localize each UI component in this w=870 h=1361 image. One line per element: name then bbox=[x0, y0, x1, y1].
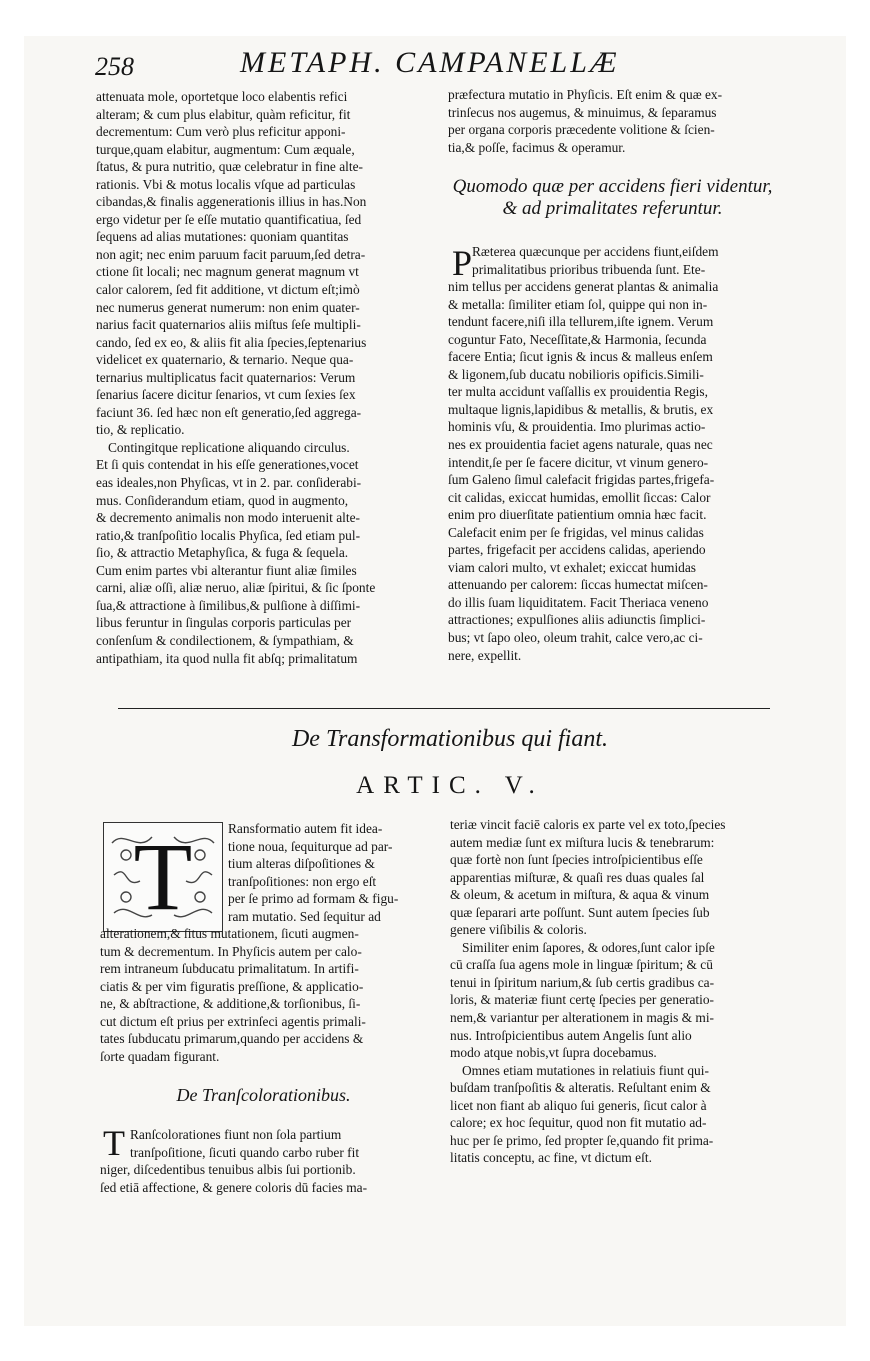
text-line: eas ideales,non Phyſicas, vt in 2. par. conſiderabi- bbox=[96, 475, 362, 491]
section-heading-transcolorationibus: De Tranſcolorationibus. bbox=[176, 1085, 351, 1105]
text-line: nim tellus per accidens generat plantas & animalia bbox=[448, 279, 719, 295]
text-line: Contingitque replicatione aliquando circulus. bbox=[108, 439, 350, 455]
text-line: tum & decrementum. In Phyſicis autem per calo- bbox=[100, 943, 362, 959]
text-line: cit calidas, exiccat humidas, emollit ſiccas: Calor bbox=[448, 489, 711, 505]
text-line: ter multa accidunt vaſſallis ex prouidentia Regis, bbox=[448, 384, 708, 400]
text-line: hominis vſu, & prouidentia. Imo plurimas actio- bbox=[448, 419, 706, 435]
text-line: alterationem,& ſitus mutationem, ſicuti augmen- bbox=[100, 926, 359, 941]
text-line: Ranſcolorationes fiunt non ſola partium bbox=[130, 1127, 342, 1142]
text-line: nere, expellit. bbox=[448, 647, 522, 663]
text-line: ram mutatio. Sed ſequitur ad bbox=[228, 908, 381, 924]
text-line: facere Entia; ſicut ignis & incus & malleus enſem bbox=[448, 349, 713, 365]
text-line: & ligonem,ſub ducatu nobilioris opificis.Simili- bbox=[448, 366, 704, 382]
text-line: do illis ſuam liquiditatem. Facit Theriaca veneno bbox=[448, 594, 709, 610]
drop-cap-t-small: T bbox=[103, 1123, 125, 1163]
section-heading-transformationibus: De Transformationibus qui fiant. bbox=[291, 726, 609, 752]
drop-cap-letter-t: T bbox=[133, 823, 193, 930]
text-line: attractiones; expulſiones aliis adiunctis ſimplici- bbox=[448, 612, 706, 628]
text-line: & oleum, & acetum in miſtura, & aqua & vinum bbox=[450, 887, 710, 903]
text-line: ciatis & per vim figuratis preſſione, & applicatio- bbox=[100, 978, 364, 994]
text-line: rationis. Vbi & motus localis vſque ad particulas bbox=[96, 176, 356, 192]
text-line: Et ſi quis contendat in his eſſe generationes,vocet bbox=[96, 457, 359, 473]
text-line: apparentias miſturæ, & quaſi res duas quales ſal bbox=[450, 869, 705, 885]
text-line: enim pro diuerſitate patientium omnia hæc facit. bbox=[448, 507, 707, 523]
text-line: calor calorem, ſed fit additione, vt dictum eſt;imò bbox=[96, 282, 360, 298]
left-section2-full bbox=[100, 1161, 427, 1196]
section-divider bbox=[118, 708, 770, 709]
text-line: ratio,& tranſpoſitio localis Phyſica, ſed etiam pul- bbox=[96, 527, 361, 543]
text-line: niger, diſcedentibus tenuibus albis ſui portionib. bbox=[100, 1162, 356, 1177]
text-line: partes, frigefacit per accidens calidas, aperiendo bbox=[448, 542, 706, 558]
text-line: genere viſibilis & coloris. bbox=[450, 922, 587, 938]
text-line: tendunt facere,niſi illa tellurem,iſte ignem. Verum bbox=[448, 314, 714, 330]
text-line: Similiter enim ſapores, & odores,ſunt calor ipſe bbox=[462, 939, 715, 955]
text-line: ne, & abſtractione, & additione,& torſionibus, ſi- bbox=[100, 996, 361, 1012]
heading-line: Quomodo quæ per accidens fieri videntur, bbox=[452, 176, 773, 197]
text-line: licet non fiant ab aliquo ſui generis, ſicut calor à bbox=[450, 1097, 707, 1113]
text-line: & decremento animalis non modo interuenit alte- bbox=[96, 510, 361, 526]
text-line: tione noua, ſequiturque ad par- bbox=[228, 838, 393, 854]
text-line: videlicet ex quaternario, & ternario. Neque qua- bbox=[96, 352, 354, 368]
text-line: nus. Introſpicientibus autem Angelis ſunt alio bbox=[450, 1027, 692, 1043]
left-column-beside-cap bbox=[228, 820, 427, 925]
text-line: libus feruntur in ſingulas corporis particulas per bbox=[96, 615, 352, 631]
text-line: ſio, & attractio Metaphyſica, & fuga & ſequela. bbox=[96, 545, 349, 561]
text-line: autem mediæ ſunt ex miſtura lucis & tenebrarum: bbox=[450, 834, 715, 850]
text-line: conſenſum & condilectionem, & ſympathiam, & bbox=[96, 632, 354, 648]
text-line: tenui in ſpiritum narium,& ſub certis gradibus ca- bbox=[450, 974, 715, 990]
text-line: coguntur Fato, Neceſſitate,& Harmonia, ſecunda bbox=[448, 331, 707, 347]
text-line: cibandas,& finalis aggenerationis illius in has.Non bbox=[96, 194, 367, 210]
text-line: ſorte quadam figurant. bbox=[100, 1048, 220, 1064]
drop-cap-p: P bbox=[452, 243, 473, 283]
text-line: ſum Galeno ſimul calefacit frigidas partes,frigefa- bbox=[448, 472, 715, 488]
text-line: primalitatibus prioribus tribuenda ſunt. Ete- bbox=[472, 261, 706, 277]
text-line: multaque lignis,lapidibus & metallis, & brutis, ex bbox=[448, 401, 714, 417]
text-line: ternarius multiplicatus facit quaternarios: Verum bbox=[96, 369, 356, 385]
text-line: tates ſubducatu primarum,quando per accidens & bbox=[100, 1031, 364, 1047]
text-line: alteram; & cum plus elabitur, quàm reficitur, fit bbox=[96, 106, 351, 122]
text-line: mus. Conſiderandum etiam, quod in augmento, bbox=[96, 492, 349, 508]
text-line: præfectura mutatio in Phyſicis. Eſt enim & quæ ex- bbox=[448, 87, 723, 102]
right-column-section bbox=[448, 243, 776, 664]
left-section2-beside-cap bbox=[130, 1126, 427, 1161]
section-heading-quomodo bbox=[440, 176, 785, 220]
text-line: litatis conceptu, ac fine, vt dictum eſt. bbox=[450, 1150, 652, 1166]
text-line: ctione ſit locali; nec magnum generat magnum vt bbox=[96, 264, 359, 280]
text-line: ſed etiā affectione, & genere coloris dū facies ma- bbox=[100, 1179, 368, 1195]
text-line: faciunt 36. ſed hæc non eſt generatio,ſed aggrega- bbox=[96, 404, 362, 420]
text-line: ſequens ad alias mutationes: quoniam quantitas bbox=[96, 229, 349, 245]
text-line: tia,& poſſe, facimus & operamur. bbox=[448, 139, 626, 155]
text-line: tranſpoſitiones: non ergo eſt bbox=[228, 873, 377, 889]
text-line: antipathiam, ita quod nulla fit abſq; primalitatum bbox=[96, 650, 358, 666]
left-column-top bbox=[96, 88, 426, 667]
text-line: nes ex prouidentia faciet agens naturale, quas nec bbox=[448, 437, 713, 453]
text-line: tranſpoſitione, ſicuti quando carbo ruber fit bbox=[130, 1144, 360, 1160]
text-line: cū craſſa ſua agens mole in linguæ ſpiritum; & cū bbox=[450, 957, 713, 973]
text-line: ſtatus, & pura nutritio, quæ celebratur in fine alte- bbox=[96, 159, 363, 175]
text-line: viam calori multo, vt exhalet; exiccat humidas bbox=[448, 559, 697, 575]
page-number: 258 bbox=[95, 52, 134, 81]
text-line: narius facit quaternarios aliis miſtus ſeſe multipli- bbox=[96, 317, 361, 333]
text-line: ergo videtur per ſe eſſe mutatio quantificatiua, ſed bbox=[96, 211, 362, 227]
text-line: huc per ſe primo, ſed propter ſe,quando fit prima- bbox=[450, 1132, 714, 1148]
text-line: trinſecus nos augemus, & minuimus, & ſeparamus bbox=[448, 104, 717, 120]
text-line: intendit,ſe per ſe facere dicitur, vt vinum genero- bbox=[448, 454, 709, 470]
text-line: carni, aliæ oſſi, aliæ neruo, aliæ ſpiritui, & ſic ſponte bbox=[96, 580, 376, 596]
text-line: loris, & materiæ fiunt certę ſpecies per generatio- bbox=[450, 992, 714, 1008]
text-line: per ſe primo ad formam & figu- bbox=[228, 891, 399, 907]
text-line: attenuata mole, oportetque loco elabentis refici bbox=[96, 89, 348, 104]
text-line: teriæ vincit faciē caloris ex parte vel ex toto,ſpecies bbox=[450, 817, 726, 832]
text-line: & metalla: ſimiliter etiam ſol, quippe qui non in- bbox=[448, 296, 708, 312]
text-line: rem intraneum ſubducatu primalitatum. In artifi- bbox=[100, 961, 359, 977]
right-column-bottom bbox=[450, 816, 778, 1167]
text-line: Cum enim partes vbi alterantur fiunt aliæ ſimiles bbox=[96, 562, 357, 578]
text-line: turque,quam elabitur, augmentum: Cum æquale, bbox=[96, 141, 355, 157]
text-line: Omnes etiam mutationes in relatiuis fiunt qui- bbox=[462, 1062, 709, 1078]
text-line: attenuando per calorem: ſiccas humectat miſcen- bbox=[448, 577, 708, 593]
heading-line: & ad primalitates referuntur. bbox=[502, 198, 723, 219]
text-line: tio, & replicatio. bbox=[96, 422, 185, 438]
text-line: ſua,& attractione à ſimilibus,& pulſione à diſſimi- bbox=[96, 597, 361, 613]
ornamental-drop-cap bbox=[103, 822, 223, 932]
text-line: Calefacit enim per ſe frigidas, vel minus calidas bbox=[448, 524, 704, 540]
article-heading: ARTIC. V. bbox=[356, 772, 544, 799]
text-line: Ransformatio autem fit idea- bbox=[228, 821, 383, 836]
left-column-bottom bbox=[100, 925, 427, 1065]
text-line: non agit; nec enim paruum facit paruum,ſed detra- bbox=[96, 246, 366, 262]
text-line: quæ ſeparari arte poſſunt. Sunt autem ſpecies ſub bbox=[450, 904, 710, 920]
running-title: METAPH. CAMPANELLÆ bbox=[240, 46, 620, 79]
text-line: bus; vt ſapo oleo, oleum trahit, calce vero,ac ci- bbox=[448, 630, 703, 646]
text-line: modo atque nobis,vt ſupra docebamus. bbox=[450, 1045, 657, 1061]
text-line: cando, ſed ex eo, & aliis fit alia ſpecies,ſeptenarius bbox=[96, 334, 367, 350]
text-line: cut dictum eſt prius per extrinſeci agentis primali- bbox=[100, 1013, 366, 1029]
text-line: Ræterea quæcunque per accidens fiunt,eiſdem bbox=[472, 244, 719, 259]
text-line: nem,& variantur per alterationem in magis & mi- bbox=[450, 1010, 715, 1026]
text-line: tium alteras diſpoſitiones & bbox=[228, 856, 375, 872]
text-line: nec numerus generat numerum: non enim quater- bbox=[96, 299, 360, 315]
text-line: ſenarius ſacere dicitur ſenarios, vt cum ſexies ſex bbox=[96, 387, 356, 403]
text-line: per organa corporis præcedente volitione & ſcien- bbox=[448, 122, 715, 138]
text-line: calore; ex hoc ſequitur, quod non fit mutatio ad- bbox=[450, 1115, 707, 1131]
right-column-top bbox=[448, 86, 776, 156]
text-line: buſdam tranſpoſitis & alteratis. Reſultant enim & bbox=[450, 1080, 711, 1096]
text-line: quæ fortè non ſunt ſpecies introſpicientibus eſſe bbox=[450, 852, 703, 868]
text-line: decrementum: Cum verò plus reficitur apponi- bbox=[96, 124, 346, 140]
